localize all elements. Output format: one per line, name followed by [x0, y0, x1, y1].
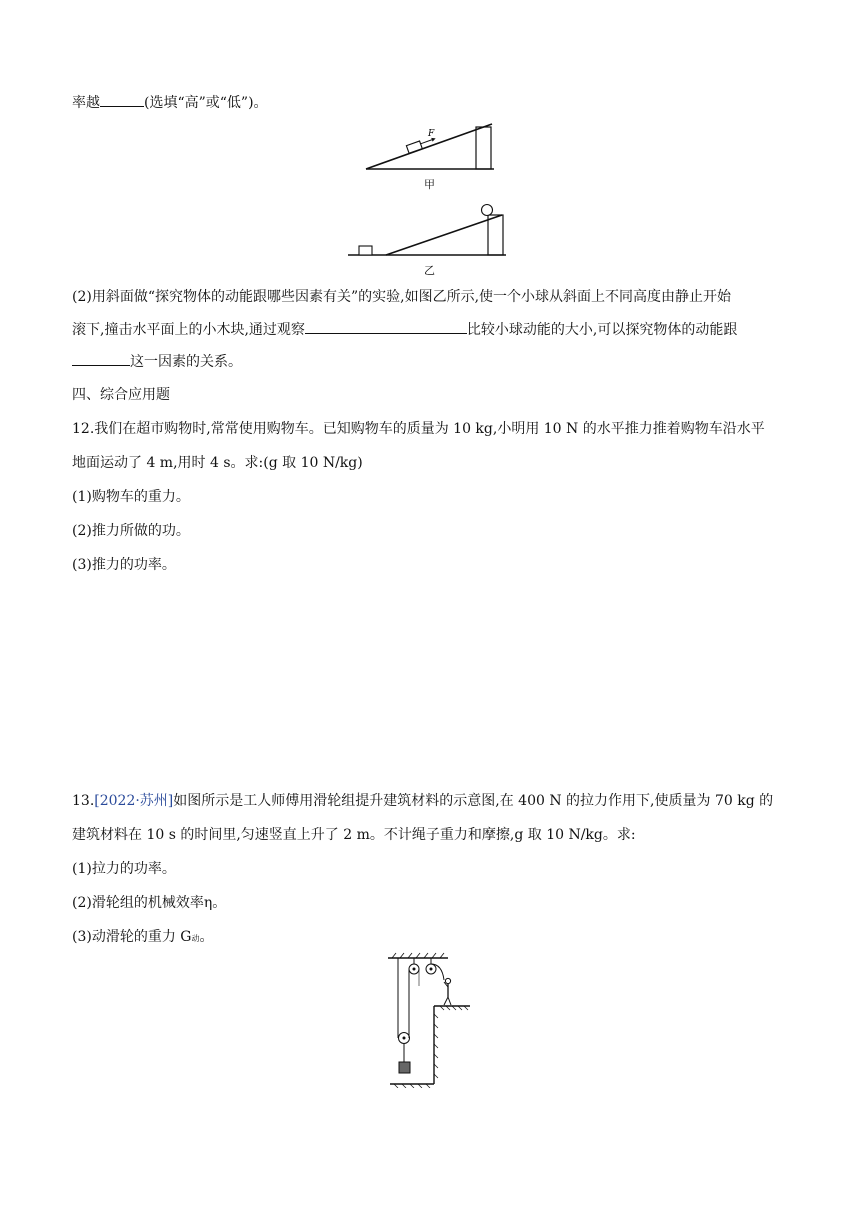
q11-part1-line	[72, 92, 268, 113]
q11-part2-line2-prefix: 滚下,撞击水平面上的小木块,通过观察	[72, 322, 305, 338]
force-label: F	[428, 129, 435, 139]
q12-sub3: (3)推力的功率。	[72, 557, 176, 573]
q11-part1-suffix: (选填“高”或“低”)。	[144, 95, 268, 111]
answer-blank[interactable]	[305, 319, 467, 334]
answer-blank[interactable]	[100, 92, 144, 107]
q11-part2-line2-suffix: 比较小球动能的大小,可以探究物体的动能跟	[466, 322, 738, 338]
section-heading: 四、综合应用题	[72, 387, 170, 403]
q11-part2-line1: (2)用斜面做“探究物体的动能跟哪些因素有关”的实验,如图乙所示,使一个小球从斜面上不同高度由静止开始	[72, 289, 732, 305]
q13-sub2: (2)滑轮组的机械效率η。	[72, 895, 227, 911]
q12-line1: 12.我们在超市购物时,常常使用购物车。已知购物车的质量为 10 kg,小明用 10 N 的水平推力推着购物车沿水平	[72, 421, 765, 437]
q13-number: 13.	[72, 793, 95, 809]
q13-line1-rest: 如图所示是工人师傅用滑轮组提升建筑材料的示意图,在 400 N 的拉力作用下,使质量为 70 kg 的	[173, 793, 774, 809]
pulley-system-figure	[384, 952, 476, 1088]
q12-line2: 地面运动了 4 m,用时 4 s。求:(g 取 10 N/kg)	[72, 455, 363, 471]
q11-part2-line2	[72, 319, 737, 340]
q11-part2-line3	[72, 351, 242, 372]
q12-sub1: (1)购物车的重力。	[72, 489, 190, 505]
answer-blank[interactable]	[72, 351, 130, 366]
q13-source: [2022·苏州]	[94, 793, 174, 809]
q12-sub2: (2)推力所做的功。	[72, 523, 190, 539]
q13-sub3-suffix: 。	[199, 929, 214, 945]
q13-sub3	[72, 927, 213, 949]
q11-part1-prefix: 率越	[72, 95, 100, 111]
q13-line1	[72, 791, 773, 811]
q13-sub1: (1)拉力的功率。	[72, 861, 176, 877]
figure-yi-caption: 乙	[424, 264, 435, 277]
figure-jia-caption: 甲	[424, 178, 435, 191]
q13-line2: 建筑材料在 10 s 的时间里,匀速竖直上升了 2 m。不计绳子重力和摩擦,g 取 10 N/kg。求:	[72, 827, 636, 843]
q13-sub3-subscript: 动	[191, 934, 200, 943]
q11-part2-line3-suffix: 这一因素的关系。	[130, 354, 242, 370]
q13-sub3-prefix: (3)动滑轮的重力 G	[72, 929, 192, 945]
figure-yi-incline	[346, 200, 510, 262]
